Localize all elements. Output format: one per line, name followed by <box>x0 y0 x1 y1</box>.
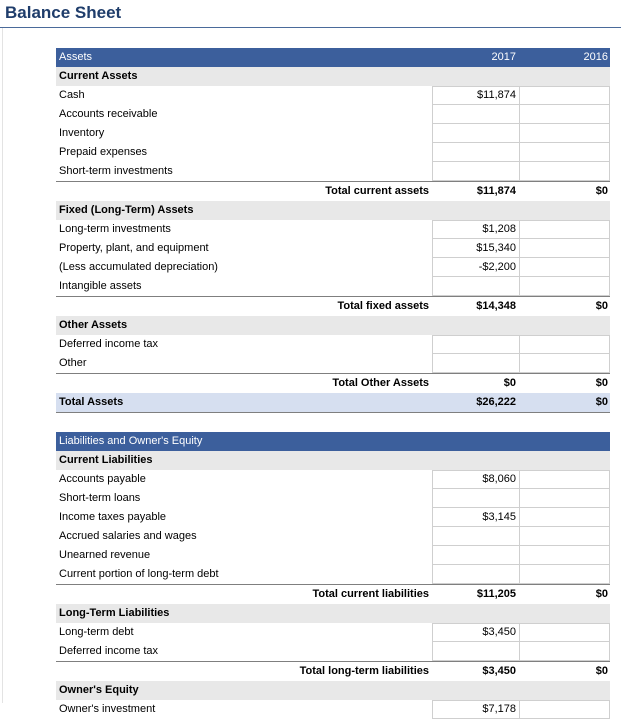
table-row <box>56 86 610 105</box>
total-label: Total Other Assets <box>332 377 429 389</box>
row-label: Inventory <box>59 127 105 139</box>
value-2017 <box>432 277 518 296</box>
value-2017: $8,060 <box>482 473 516 485</box>
row-label: Cash <box>59 89 85 101</box>
assets-header-row <box>56 48 610 67</box>
value-2016 <box>520 623 610 642</box>
table-row <box>56 489 610 508</box>
current-liabilities-heading: Current Liabilities <box>59 454 153 466</box>
value-2017 <box>432 124 518 143</box>
section-heading <box>56 67 610 86</box>
total-label: Total fixed assets <box>337 300 429 312</box>
value-2017 <box>432 546 518 565</box>
total-2016: $0 <box>595 588 608 600</box>
table-row <box>56 239 610 258</box>
row-label: Accounts receivable <box>59 108 158 120</box>
current-assets-heading: Current Assets <box>59 70 138 82</box>
total-assets-label: Total Assets <box>59 396 124 408</box>
total-2016: $0 <box>595 377 608 389</box>
section-heading <box>56 201 610 220</box>
value-2017 <box>432 354 518 373</box>
total-row <box>56 181 610 201</box>
other-assets-heading: Other Assets <box>59 319 128 331</box>
table-row <box>56 642 610 661</box>
table-row <box>56 508 610 527</box>
total-label: Total current assets <box>325 185 429 197</box>
value-2016 <box>520 642 610 661</box>
value-2016 <box>520 124 610 143</box>
row-label: Income taxes payable <box>59 511 167 523</box>
table-row <box>56 527 610 546</box>
value-2016 <box>520 470 610 489</box>
value-2016 <box>520 220 610 239</box>
value-2017 <box>432 105 518 124</box>
page-title: Balance Sheet <box>5 3 122 22</box>
total-assets-2016: $0 <box>595 396 608 408</box>
row-label: Long-term debt <box>59 626 134 638</box>
value-2017 <box>432 642 518 661</box>
table-row <box>56 546 610 565</box>
gridline <box>2 28 3 703</box>
spacer <box>56 413 610 432</box>
row-label: Property, plant, and equipment <box>59 242 209 254</box>
value-2016 <box>520 143 610 162</box>
total-row <box>56 373 610 393</box>
value-2017: $3,450 <box>482 626 516 638</box>
value-2016 <box>520 105 610 124</box>
value-2016 <box>520 258 610 277</box>
value-2017: $1,208 <box>482 223 516 235</box>
value-2017: $15,340 <box>476 242 516 254</box>
table-row <box>56 470 610 489</box>
section-heading <box>56 604 610 623</box>
table-row <box>56 124 610 143</box>
liabilities-header-row <box>56 432 610 451</box>
value-2017: $7,178 <box>482 703 516 715</box>
total-2016: $0 <box>595 185 608 197</box>
value-2017 <box>432 143 518 162</box>
row-label: Owner's investment <box>59 703 156 715</box>
row-label: Accounts payable <box>59 473 146 485</box>
value-2017: -$2,200 <box>478 261 516 273</box>
total-row <box>56 296 610 316</box>
row-label: Short-term investments <box>59 165 173 177</box>
row-label: Intangible assets <box>59 280 142 292</box>
title-bar <box>0 0 621 28</box>
value-2017 <box>432 162 518 181</box>
value-2017: $11,874 <box>477 89 516 101</box>
total-row <box>56 661 610 681</box>
table-row <box>56 354 610 373</box>
total-row <box>56 584 610 604</box>
total-2016: $0 <box>595 300 608 312</box>
assets-header-label: Assets <box>59 51 93 63</box>
row-label: Other <box>59 357 87 369</box>
value-2016 <box>520 489 610 508</box>
owners-equity-heading: Owner's Equity <box>59 684 139 696</box>
value-2017 <box>432 335 518 354</box>
grand-total-row <box>56 393 610 413</box>
table-row <box>56 258 610 277</box>
total-label: Total long-term liabilities <box>299 665 429 677</box>
value-2017 <box>432 565 518 584</box>
value-2016 <box>520 162 610 181</box>
value-2017 <box>432 489 518 508</box>
row-label: Long-term investments <box>59 223 171 235</box>
table-row <box>56 105 610 124</box>
total-assets-2017: $26,222 <box>476 396 516 408</box>
table-row <box>56 143 610 162</box>
value-2016 <box>520 546 610 565</box>
total-2017: $11,205 <box>476 588 516 600</box>
table-row <box>56 220 610 239</box>
value-2016 <box>520 508 610 527</box>
value-2016 <box>520 335 610 354</box>
row-label: Deferred income tax <box>59 645 159 657</box>
row-label: Unearned revenue <box>59 549 151 561</box>
row-label: Accrued salaries and wages <box>59 530 197 542</box>
section-heading <box>56 681 610 700</box>
table-row <box>56 162 610 181</box>
value-2016 <box>520 354 610 373</box>
table-row <box>56 335 610 354</box>
row-label: Current portion of long-term debt <box>59 568 219 580</box>
table-row <box>56 277 610 296</box>
liabilities-header-label: Liabilities and Owner's Equity <box>59 435 203 447</box>
value-2016 <box>520 86 610 105</box>
value-2016 <box>520 277 610 296</box>
value-2016 <box>520 565 610 584</box>
section-heading <box>56 451 610 470</box>
total-2017: $0 <box>503 377 516 389</box>
total-2017: $3,450 <box>482 665 516 677</box>
value-2017: $3,145 <box>482 511 516 523</box>
total-2017: $11,874 <box>476 185 516 197</box>
section-heading <box>56 316 610 335</box>
total-2017: $14,348 <box>476 300 516 312</box>
row-label: (Less accumulated depreciation) <box>59 261 218 273</box>
year-2017-header: 2017 <box>491 51 516 63</box>
value-2016 <box>520 239 610 258</box>
total-label: Total current liabilities <box>312 588 429 600</box>
table-row <box>56 623 610 642</box>
longterm-liabilities-heading: Long-Term Liabilities <box>59 607 170 619</box>
value-2016 <box>520 527 610 546</box>
table-row <box>56 565 610 584</box>
row-label: Deferred income tax <box>59 338 159 350</box>
balance-sheet-table <box>56 48 610 719</box>
fixed-assets-heading: Fixed (Long-Term) Assets <box>59 204 194 216</box>
row-label: Short-term loans <box>59 492 141 504</box>
year-2016-header: 2016 <box>583 51 608 63</box>
value-2017 <box>432 527 518 546</box>
row-label: Prepaid expenses <box>59 146 148 158</box>
total-2016: $0 <box>595 665 608 677</box>
